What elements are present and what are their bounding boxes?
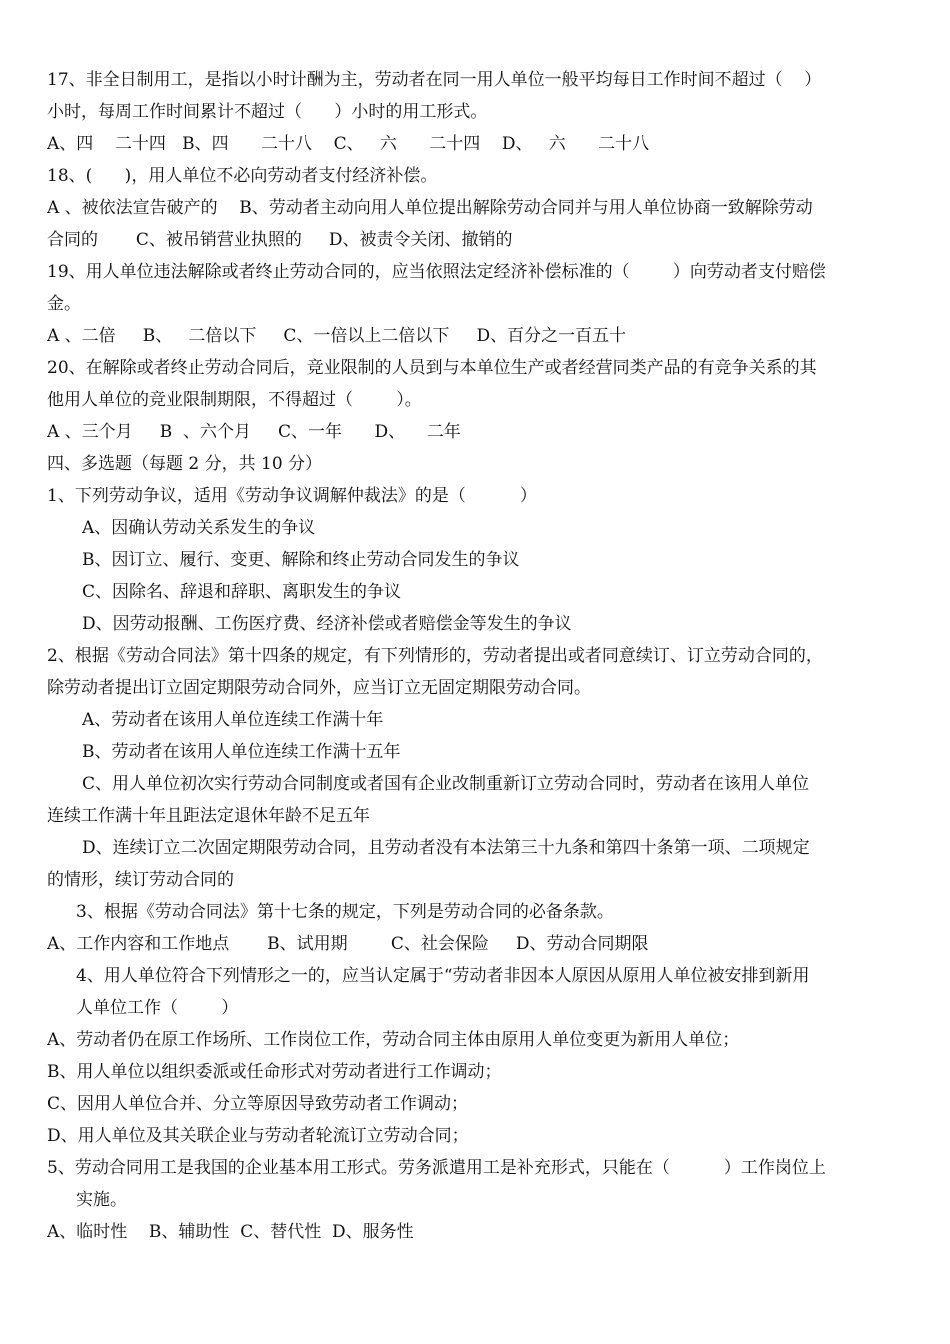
q20-line-2: 他用人单位的竞业限制期限，不得超过（ ）。 xyxy=(47,390,422,410)
mq2-option-c-line-2: 连续工作满十年且距法定退休年龄不足五年 xyxy=(47,806,370,826)
mq1-option-d: D、因劳动报酬、工伤医疗费、经济补偿或者赔偿金等发生的争议 xyxy=(82,614,572,634)
q18-options-line-1: A 、被依法宣告破产的 B、劳动者主动向用人单位提出解除劳动合同并与用人单位协商一致解除劳动 xyxy=(47,198,813,218)
mq2-line-2: 除劳动者提出订立固定期限劳动合同外，应当订立无固定期限劳动合同。 xyxy=(47,678,591,698)
section-heading-multiple-choice: 四、多选题（每题 2 分，共 10 分） xyxy=(47,454,323,474)
q18-stem: 18、( )，用人单位不必向劳动者支付经济补偿。 xyxy=(47,166,438,186)
mq3-stem: 3、根据《劳动合同法》第十七条的规定，下列是劳动合同的必备条款。 xyxy=(76,902,614,922)
mq4-line-2: 人单位工作（ ） xyxy=(76,998,239,1018)
mq2-option-a: A、劳动者在该用人单位连续工作满十年 xyxy=(82,710,384,730)
mq1-option-a: A、因确认劳动关系发生的争议 xyxy=(82,518,316,538)
mq5-line-1: 5、劳动合同用工是我国的企业基本用工形式。劳务派遣用工是补充形式，只能在（ ）工作岗位上 xyxy=(47,1158,826,1178)
mq4-option-b: B、用人单位以组织委派或任命形式对劳动者进行工作调动； xyxy=(47,1062,502,1082)
mq2-option-c-line-1: C、用人单位初次实行劳动合同制度或者国有企业改制重新订立劳动合同时，劳动者在该用人单位 xyxy=(82,774,810,794)
mq4-option-d: D、用人单位及其关联企业与劳动者轮流订立劳动合同； xyxy=(47,1126,469,1146)
mq2-line-1: 2、根据《劳动合同法》第十四条的规定，有下列情形的，劳动者提出或者同意续订、订立劳动合同的， xyxy=(47,646,823,666)
q20-options: A 、三个月 B 、六个月 C、一年 D、 二年 xyxy=(47,422,461,442)
mq2-option-b: B、劳动者在该用人单位连续工作满十五年 xyxy=(82,742,401,762)
q19-line-2: 金。 xyxy=(47,294,81,314)
q20-line-1: 20、在解除或者终止劳动合同后，竞业限制的人员到与本单位生产或者经营同类产品的有竞争关系的其 xyxy=(47,358,817,378)
mq1-option-c: C、因除名、辞退和辞职、离职发生的争议 xyxy=(82,582,402,602)
mq1-stem: 1、下列劳动争议，适用《劳动争议调解仲裁法》的是（ ） xyxy=(47,486,537,506)
q18-options-line-2: 合同的 C、被吊销营业执照的 D、被责令关闭、撤销的 xyxy=(47,230,513,250)
q17-line-2: 小时，每周工作时间累计不超过（ ）小时的用工形式。 xyxy=(47,102,488,122)
mq4-option-a: A、劳动者仍在原工作场所、工作岗位工作，劳动合同主体由原用人单位变更为新用人单位； xyxy=(47,1030,740,1050)
q19-line-1: 19、用人单位违法解除或者终止劳动合同的，应当依照法定经济补偿标准的（ ）向劳动者支付赔偿 xyxy=(47,262,826,282)
mq2-option-d-line-1: D、连续订立二次固定期限劳动合同，且劳动者没有本法第三十九条和第四十条第一项、二项规定 xyxy=(82,838,810,858)
mq3-options: A、工作内容和工作地点 B、试用期 C、社会保险 D、劳动合同期限 xyxy=(47,934,649,954)
q17-options: A、四 二十四 B、四 二十八 C、 六 二十四 D、 六 二十八 xyxy=(47,134,650,154)
mq2-option-d-line-2: 的情形，续订劳动合同的 xyxy=(47,870,234,890)
mq1-option-b: B、因订立、履行、变更、解除和终止劳动合同发生的争议 xyxy=(82,550,520,570)
mq4-line-1: 4、用人单位符合下列情形之一的，应当认定属于“劳动者非因本人原因从原用人单位被安排到新用 xyxy=(76,966,810,986)
q19-options: A 、二倍 B、 二倍以下 C、一倍以上二倍以下 D、百分之一百五十 xyxy=(47,326,627,346)
q17-line-1: 17、非全日制用工，是指以小时计酬为主，劳动者在同一用人单位一般平均每日工作时间不超过（ ） xyxy=(47,70,822,90)
mq5-options: A、临时性 B、辅助性 C、替代性 D、服务性 xyxy=(47,1222,414,1242)
mq5-line-2: 实施。 xyxy=(76,1190,127,1210)
mq4-option-c: C、因用人单位合并、分立等原因导致劳动者工作调动； xyxy=(47,1094,469,1114)
